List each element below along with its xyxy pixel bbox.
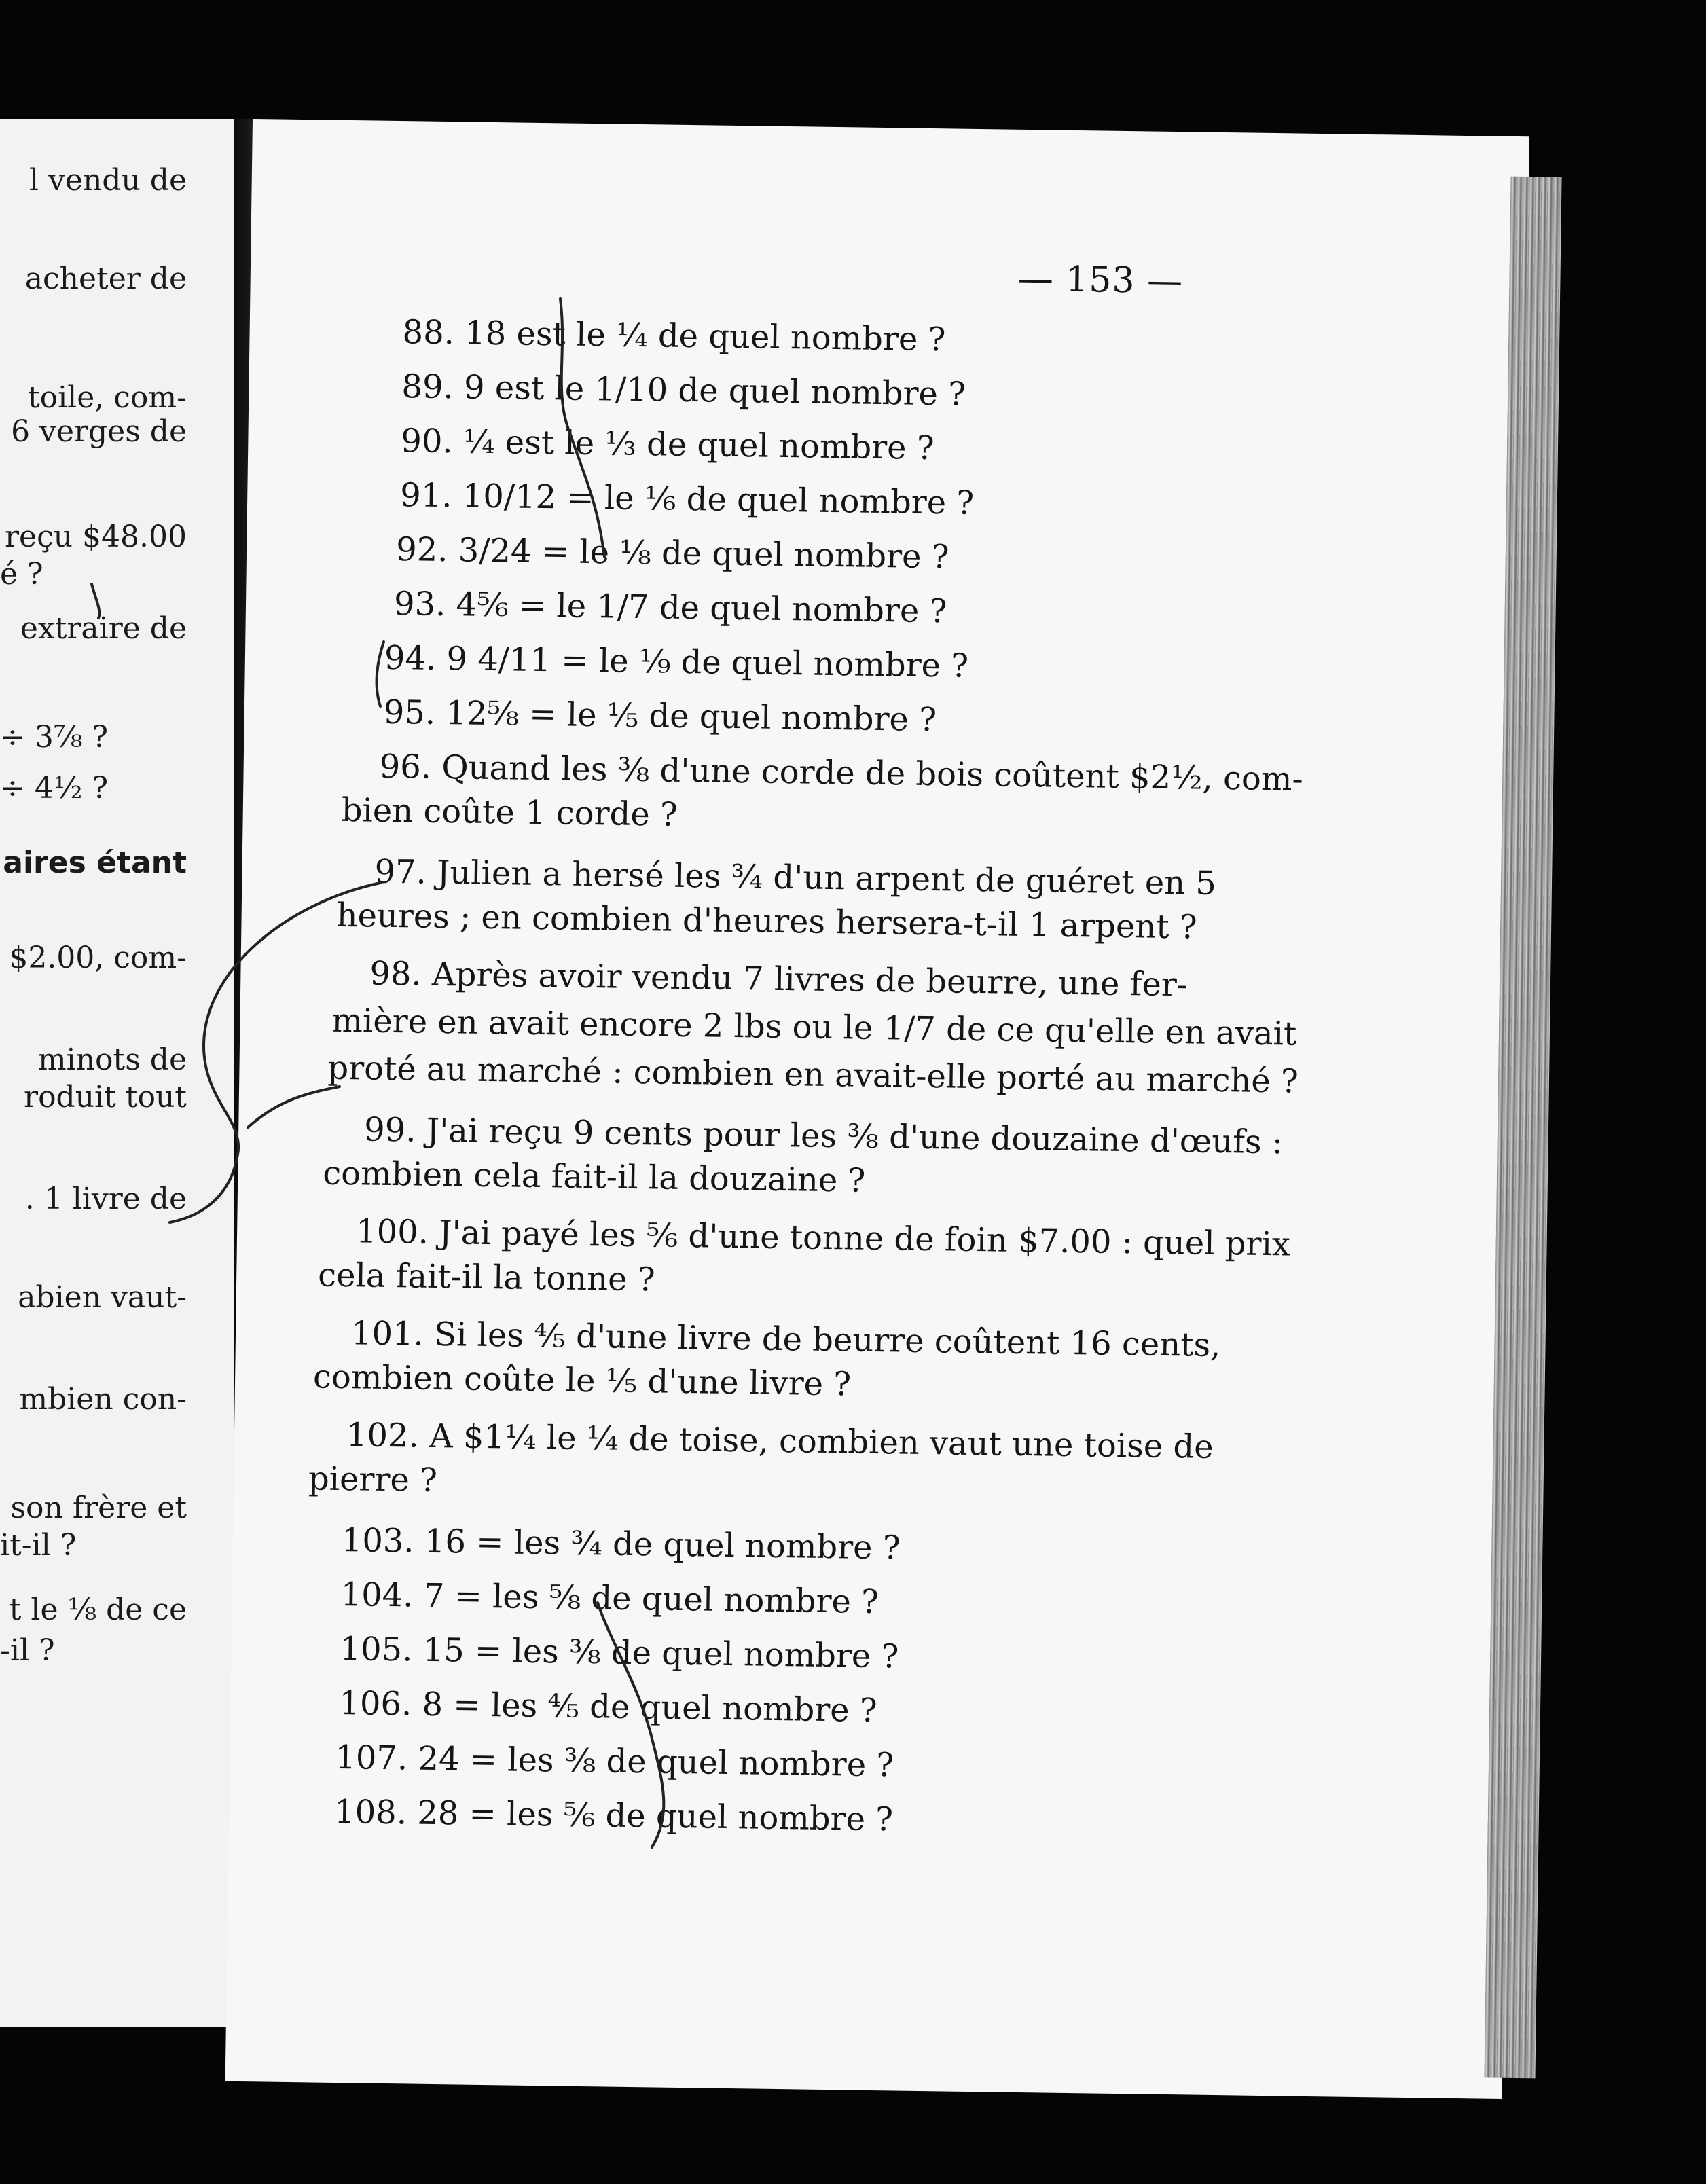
left-line: son frère et [10, 1491, 187, 1525]
question-95: 95. 12⅝ = le ⅕ de quel nombre ? [383, 693, 937, 740]
question-102-line1: 102. A $1¼ le ¼ de toise, combien vaut une toise de [346, 1416, 1214, 1466]
question-97-line2: heures ; en combien d'heures hersera-t-il 1 arpent ? [336, 896, 1197, 947]
left-line: mbien con- [19, 1382, 187, 1417]
left-line: aires étant [3, 845, 187, 880]
question-90: 90. ¼ est le ⅓ de quel nombre ? [401, 422, 934, 468]
left-line: minots de [37, 1042, 187, 1077]
question-96-line1: 96. Quand les ⅜ d'une corde de bois coûtent $2½, com- [379, 747, 1304, 799]
question-91: 91. 10/12 = le ⅙ de quel nombre ? [399, 476, 975, 522]
question-107: 107. 24 = les ⅜ de quel nombre ? [334, 1738, 894, 1785]
question-100-line1: 100. J'ai payé les ⅚ d'une tonne de foin $7.00 : quel prix [355, 1212, 1291, 1264]
question-98-line3: proté au marché : combien en avait-elle porté au marché ? [327, 1049, 1299, 1101]
left-line: acheter de [24, 261, 187, 296]
left-page-fragment [0, 119, 234, 2027]
question-99-line1: 99. J'ai reçu 9 cents pour les ⅜ d'une douzaine d'œufs : [363, 1110, 1284, 1162]
left-line: abien vaut- [18, 1280, 187, 1315]
question-99-line2: combien cela fait-il la douzaine ? [322, 1154, 866, 1200]
left-line: reçu $48.00 [5, 520, 187, 554]
left-line: . 1 livre de [24, 1182, 187, 1216]
question-102-line2: pierre ? [308, 1459, 438, 1499]
question-108: 108. 28 = les ⅚ de quel nombre ? [333, 1792, 894, 1839]
question-97-line1: 97. Julien a hersé les ¾ d'un arpent de guéret en 5 [374, 852, 1217, 903]
left-line: toile, com- [27, 380, 187, 415]
left-line: ÷ 4½ ? [0, 771, 109, 805]
question-98-line2: mière en avait encore 2 lbs ou le 1/7 de ce qu'elle en avait [331, 1001, 1297, 1053]
left-line: it-il ? [0, 1528, 77, 1563]
left-line: -il ? [0, 1633, 55, 1668]
question-106: 106. 8 = les ⅘ de quel nombre ? [339, 1684, 878, 1730]
left-line: $2.00, com- [9, 941, 187, 975]
left-line: roduit tout [24, 1080, 187, 1114]
question-103: 103. 16 = les ¾ de quel nombre ? [341, 1521, 901, 1567]
question-96-line2: bien coûte 1 corde ? [341, 790, 678, 834]
question-100-line2: cela fait-il la tonne ? [317, 1256, 655, 1299]
left-line: t le ⅛ de ce [9, 1592, 187, 1627]
page-number: — 153 — [1017, 258, 1184, 302]
question-92: 92. 3/24 = le ⅛ de quel nombre ? [395, 530, 949, 577]
question-101-line1: 101. Si les ⅘ d'une livre de beurre coûtent 16 cents, [350, 1314, 1221, 1365]
question-94: 94. 9 4/11 = le ⅑ de quel nombre ? [384, 638, 969, 685]
left-line: 6 verges de [11, 414, 187, 449]
left-line: l vendu de [29, 163, 187, 198]
question-104: 104. 7 = les ⅝ de quel nombre ? [340, 1576, 879, 1622]
question-101-line2: combien coûte le ⅕ d'une livre ? [312, 1358, 852, 1404]
right-page [225, 119, 1529, 2099]
question-89: 89. 9 est le 1/10 de quel nombre ? [401, 367, 966, 414]
question-88: 88. 18 est le ¼ de quel nombre ? [402, 313, 946, 359]
left-line: extraire de [20, 611, 187, 646]
question-98-line1: 98. Après avoir vendu 7 livres de beurre, une fer- [369, 954, 1188, 1004]
left-line: ÷ 3⅞ ? [0, 720, 109, 754]
question-93: 93. 4⅚ = le 1/7 de quel nombre ? [393, 584, 947, 631]
question-105: 105. 15 = les ⅜ de quel nombre ? [340, 1630, 899, 1676]
left-line: é ? [0, 557, 43, 592]
